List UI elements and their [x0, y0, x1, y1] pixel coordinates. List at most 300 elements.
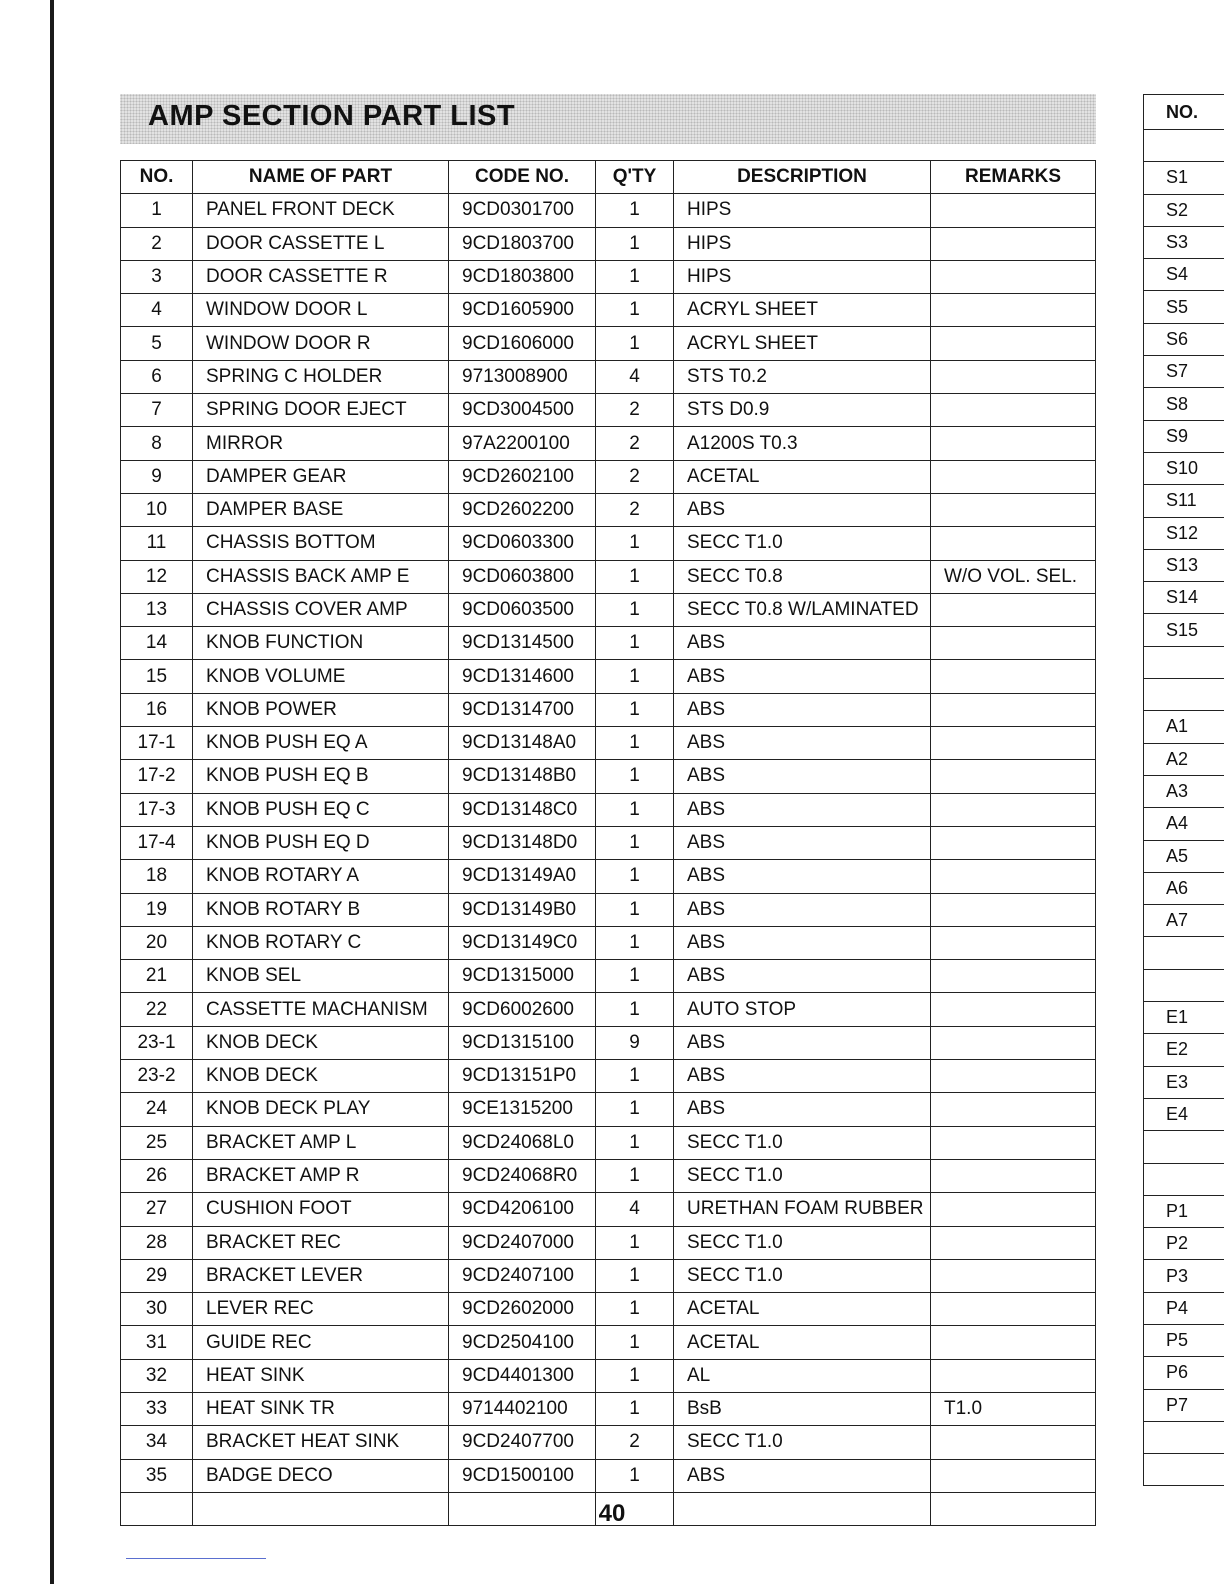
side-table-row [1144, 840, 1224, 872]
column-header-code: CODE NO. [449, 161, 596, 194]
cell-code: 9CD2407700 [449, 1426, 596, 1459]
cell-description: ABS [674, 627, 931, 660]
parts-table [120, 160, 1096, 1526]
side-table-row [1144, 356, 1224, 388]
cell-code: 9CD13151P0 [449, 1060, 596, 1093]
cell-qty: 1 [596, 1392, 674, 1425]
side-table-row [1144, 1260, 1224, 1292]
cell-remarks [931, 527, 1096, 560]
cell-name: CASSETTE MACHANISM [193, 993, 449, 1026]
side-table-row [1144, 549, 1224, 581]
cell-remarks [931, 294, 1096, 327]
cell-description: STS D0.9 [674, 394, 931, 427]
cell-description: HIPS [674, 227, 931, 260]
cell-no: 35 [121, 1459, 193, 1492]
cell-remarks [931, 360, 1096, 393]
cell-qty: 1 [596, 1326, 674, 1359]
column-header-qty: Q'TY [596, 161, 674, 194]
cell-code: 9CD3004500 [449, 394, 596, 427]
cell-remarks [931, 1026, 1096, 1059]
side-table-row [1144, 485, 1224, 517]
side-cell-no: P7 [1144, 1389, 1224, 1421]
parts-table-body [121, 194, 1096, 1526]
cell-name: BRACKET HEAT SINK [193, 1426, 449, 1459]
page-binding-line [50, 0, 54, 1584]
cell-name: KNOB VOLUME [193, 660, 449, 693]
table-row [121, 1060, 1096, 1093]
table-row [121, 826, 1096, 859]
side-cell-no: P5 [1144, 1324, 1224, 1356]
side-cell-no: A1 [1144, 711, 1224, 743]
cell-code: 9CD2602200 [449, 493, 596, 526]
cell-code: 9CE1315200 [449, 1093, 596, 1126]
page-title: AMP SECTION PART LIST [148, 100, 516, 132]
cell-description: ABS [674, 1093, 931, 1126]
side-cell-no: A4 [1144, 808, 1224, 840]
adjacent-page-table-fragment [1143, 94, 1224, 1486]
cell-qty: 1 [596, 1359, 674, 1392]
side-table-row [1144, 872, 1224, 904]
cell-name: KNOB PUSH EQ A [193, 727, 449, 760]
side-table-header-row [1144, 95, 1224, 130]
cell-name: DAMPER GEAR [193, 460, 449, 493]
cell-code: 9CD1803700 [449, 227, 596, 260]
cell-name: BRACKET LEVER [193, 1259, 449, 1292]
side-cell-no [1144, 937, 1224, 969]
side-cell-no: S2 [1144, 194, 1224, 226]
cell-remarks [931, 1259, 1096, 1292]
cell-qty: 1 [596, 260, 674, 293]
cell-remarks [931, 793, 1096, 826]
cell-remarks [931, 1193, 1096, 1226]
cell-code: 9CD1315000 [449, 960, 596, 993]
side-cell-no: A7 [1144, 905, 1224, 937]
cell-no: 10 [121, 493, 193, 526]
table-row [121, 1226, 1096, 1259]
cell-description: STS T0.2 [674, 360, 931, 393]
side-cell-no: S1 [1144, 162, 1224, 194]
cell-name: LEVER REC [193, 1293, 449, 1326]
side-cell-no: S13 [1144, 549, 1224, 581]
cell-name: SPRING C HOLDER [193, 360, 449, 393]
cell-description: SECC T1.0 [674, 1226, 931, 1259]
side-table-row [1144, 775, 1224, 807]
table-row [121, 560, 1096, 593]
cell-no: 1 [121, 194, 193, 227]
cell-remarks [931, 760, 1096, 793]
cell-qty: 9 [596, 1026, 674, 1059]
cell-name: BRACKET AMP R [193, 1159, 449, 1192]
cell-remarks [931, 1326, 1096, 1359]
cell-remarks: T1.0 [931, 1392, 1096, 1425]
cell-name: KNOB ROTARY A [193, 860, 449, 893]
cell-remarks [931, 327, 1096, 360]
cell-qty: 1 [596, 1459, 674, 1492]
side-cell-no: E3 [1144, 1066, 1224, 1098]
side-table-row [1144, 808, 1224, 840]
cell-remarks [931, 693, 1096, 726]
cell-code: 9CD4401300 [449, 1359, 596, 1392]
cell-no: 5 [121, 327, 193, 360]
side-table-row [1144, 1228, 1224, 1260]
cell-description: ABS [674, 793, 931, 826]
side-cell-no: S9 [1144, 420, 1224, 452]
cell-description: SECC T0.8 W/LAMINATED [674, 593, 931, 626]
cell-code: 9CD2602100 [449, 460, 596, 493]
cell-name: SPRING DOOR EJECT [193, 394, 449, 427]
cell-name: KNOB FUNCTION [193, 627, 449, 660]
cell-no: 23-2 [121, 1060, 193, 1093]
side-cell-no: S6 [1144, 323, 1224, 355]
cell-code: 9CD24068L0 [449, 1126, 596, 1159]
cell-name: BRACKET REC [193, 1226, 449, 1259]
cell-remarks [931, 1060, 1096, 1093]
cell-code: 9CD1605900 [449, 294, 596, 327]
cell-description: A1200S T0.3 [674, 427, 931, 460]
table-row [121, 460, 1096, 493]
cell-description: ABS [674, 493, 931, 526]
cell-name: WINDOW DOOR R [193, 327, 449, 360]
side-cell-no [1144, 1454, 1224, 1486]
cell-name: CUSHION FOOT [193, 1193, 449, 1226]
side-table-row [1144, 679, 1224, 711]
cell-no: 11 [121, 527, 193, 560]
side-table-row [1144, 582, 1224, 614]
cell-qty: 1 [596, 227, 674, 260]
cell-code: 9CD1314600 [449, 660, 596, 693]
cell-code: 9CD0603800 [449, 560, 596, 593]
cell-description: ACETAL [674, 460, 931, 493]
cell-no: 15 [121, 660, 193, 693]
cell-no: 17-2 [121, 760, 193, 793]
cell-code: 9CD1315100 [449, 1026, 596, 1059]
cell-description: ABS [674, 693, 931, 726]
side-cell-no: A3 [1144, 775, 1224, 807]
side-cell-no [1144, 1163, 1224, 1195]
cell-no: 32 [121, 1359, 193, 1392]
table-row [121, 294, 1096, 327]
cell-no: 26 [121, 1159, 193, 1192]
side-cell-no [1144, 969, 1224, 1001]
cell-description: ACRYL SHEET [674, 327, 931, 360]
cell-code: 9CD13149C0 [449, 926, 596, 959]
side-cell-no: S11 [1144, 485, 1224, 517]
cell-name: KNOB PUSH EQ B [193, 760, 449, 793]
cell-remarks: W/O VOL. SEL. [931, 560, 1096, 593]
side-cell-no [1144, 1131, 1224, 1163]
side-cell-no: P6 [1144, 1357, 1224, 1389]
side-table-row [1144, 743, 1224, 775]
side-cell-no [1144, 1421, 1224, 1453]
side-table-row [1144, 194, 1224, 226]
cell-code: 9CD1606000 [449, 327, 596, 360]
cell-no: 17-4 [121, 826, 193, 859]
side-table-row [1144, 937, 1224, 969]
table-row [121, 1193, 1096, 1226]
cell-no: 9 [121, 460, 193, 493]
cell-remarks [931, 460, 1096, 493]
cell-name: KNOB DECK [193, 1060, 449, 1093]
cell-qty: 1 [596, 294, 674, 327]
table-row [121, 660, 1096, 693]
table-row [121, 893, 1096, 926]
cell-name: WINDOW DOOR L [193, 294, 449, 327]
cell-no: 3 [121, 260, 193, 293]
cell-name: KNOB ROTARY C [193, 926, 449, 959]
side-table-row [1144, 323, 1224, 355]
cell-name: KNOB POWER [193, 693, 449, 726]
cell-description: SECC T0.8 [674, 560, 931, 593]
cell-code: 9CD4206100 [449, 1193, 596, 1226]
side-cell-no [1144, 646, 1224, 678]
cell-no: 19 [121, 893, 193, 926]
table-row [121, 1426, 1096, 1459]
table-row [121, 194, 1096, 227]
cell-description: HIPS [674, 194, 931, 227]
cell-qty: 1 [596, 1159, 674, 1192]
cell-qty: 1 [596, 593, 674, 626]
cell-qty: 1 [596, 194, 674, 227]
cell-remarks [931, 227, 1096, 260]
cell-qty: 4 [596, 1193, 674, 1226]
table-row [121, 1093, 1096, 1126]
cell-remarks [931, 1459, 1096, 1492]
page-number: 40 [598, 1500, 626, 1527]
cell-name: DOOR CASSETTE R [193, 260, 449, 293]
side-cell-no: P3 [1144, 1260, 1224, 1292]
cell-code: 9CD2602000 [449, 1293, 596, 1326]
cell-remarks [931, 1159, 1096, 1192]
cell-remarks [931, 960, 1096, 993]
cell-description: ABS [674, 1026, 931, 1059]
table-row [121, 493, 1096, 526]
cell-remarks [931, 593, 1096, 626]
cell-qty: 1 [596, 1293, 674, 1326]
cell-no: 12 [121, 560, 193, 593]
table-row [121, 993, 1096, 1026]
table-row [121, 627, 1096, 660]
cell-no: 7 [121, 394, 193, 427]
column-header-description: DESCRIPTION [674, 161, 931, 194]
table-row [121, 427, 1096, 460]
cell-qty: 1 [596, 727, 674, 760]
cell-name: BADGE DECO [193, 1459, 449, 1492]
cell-remarks [931, 660, 1096, 693]
cell-qty: 1 [596, 826, 674, 859]
side-table-row [1144, 1454, 1224, 1486]
cell-remarks [931, 1426, 1096, 1459]
cell-description: SECC T1.0 [674, 1159, 931, 1192]
cell-remarks [931, 194, 1096, 227]
cell-name: KNOB SEL [193, 960, 449, 993]
cell-no: 16 [121, 693, 193, 726]
cell-name: DOOR CASSETTE L [193, 227, 449, 260]
cell-no: 27 [121, 1193, 193, 1226]
table-row [121, 260, 1096, 293]
cell-description: ABS [674, 1459, 931, 1492]
side-table-body [1144, 130, 1224, 1486]
section-title-band [120, 94, 1096, 144]
side-table-row [1144, 1421, 1224, 1453]
cell-remarks [931, 1226, 1096, 1259]
column-header-name: NAME OF PART [193, 161, 449, 194]
cell-remarks [931, 627, 1096, 660]
side-table-row [1144, 388, 1224, 420]
cell-code: 9CD13148D0 [449, 826, 596, 859]
cell-no: 30 [121, 1293, 193, 1326]
cell-name: KNOB DECK PLAY [193, 1093, 449, 1126]
side-table-row [1144, 162, 1224, 194]
cell-code: 9CD0603500 [449, 593, 596, 626]
cell-no: 34 [121, 1426, 193, 1459]
cell-description: HIPS [674, 260, 931, 293]
cell-remarks [931, 1359, 1096, 1392]
cell-qty: 1 [596, 693, 674, 726]
cell-description: ACRYL SHEET [674, 294, 931, 327]
cell-name: DAMPER BASE [193, 493, 449, 526]
cell-no: 14 [121, 627, 193, 660]
cell-description: ABS [674, 727, 931, 760]
cell-no: 28 [121, 1226, 193, 1259]
side-cell-no: P1 [1144, 1195, 1224, 1227]
side-table-row [1144, 969, 1224, 1001]
cell-code: 9CD2407100 [449, 1259, 596, 1292]
table-row [121, 727, 1096, 760]
side-table-row [1144, 420, 1224, 452]
side-cell-no: S8 [1144, 388, 1224, 420]
table-row [121, 394, 1096, 427]
side-cell-no: E1 [1144, 1002, 1224, 1034]
side-cell-no: P4 [1144, 1292, 1224, 1324]
side-table-row [1144, 1357, 1224, 1389]
side-cell-no: E2 [1144, 1034, 1224, 1066]
side-table-row [1144, 1163, 1224, 1195]
side-table-row [1144, 1292, 1224, 1324]
cell-qty: 2 [596, 460, 674, 493]
cell-qty: 1 [596, 1226, 674, 1259]
cell-no: 33 [121, 1392, 193, 1425]
cell-description: BsB [674, 1392, 931, 1425]
cell-code: 9CD2407000 [449, 1226, 596, 1259]
side-cell-no: S3 [1144, 226, 1224, 258]
cell-qty: 1 [596, 893, 674, 926]
cell-remarks [931, 394, 1096, 427]
cell-description: ABS [674, 760, 931, 793]
cell-no: 20 [121, 926, 193, 959]
cell-no: 24 [121, 1093, 193, 1126]
cell-code: 9CD1803800 [449, 260, 596, 293]
cell-description: SECC T1.0 [674, 527, 931, 560]
side-table-row [1144, 646, 1224, 678]
cell-code: 97A2200100 [449, 427, 596, 460]
table-row [121, 793, 1096, 826]
cell-name: BRACKET AMP L [193, 1126, 449, 1159]
cell-description: SECC T1.0 [674, 1259, 931, 1292]
cell-qty: 1 [596, 327, 674, 360]
cell-description: SECC T1.0 [674, 1126, 931, 1159]
table-row [121, 1359, 1096, 1392]
side-cell-no: S14 [1144, 582, 1224, 614]
cell-qty: 1 [596, 660, 674, 693]
table-row [121, 926, 1096, 959]
table-row [121, 593, 1096, 626]
cell-no: 25 [121, 1126, 193, 1159]
cell-description: ACETAL [674, 1293, 931, 1326]
cell-name: GUIDE REC [193, 1326, 449, 1359]
cell-no: 21 [121, 960, 193, 993]
side-table-row [1144, 1066, 1224, 1098]
cell-qty: 2 [596, 493, 674, 526]
cell-qty: 1 [596, 793, 674, 826]
cell-remarks [931, 860, 1096, 893]
side-cell-no [1144, 130, 1224, 162]
cell-remarks [931, 893, 1096, 926]
side-table-row [1144, 614, 1224, 646]
cell-qty: 2 [596, 394, 674, 427]
cell-qty: 1 [596, 527, 674, 560]
cell-code: 9CD24068R0 [449, 1159, 596, 1192]
table-row [121, 760, 1096, 793]
cell-name: PANEL FRONT DECK [193, 194, 449, 227]
side-table-row [1144, 130, 1224, 162]
table-row [121, 1159, 1096, 1192]
cell-name: CHASSIS COVER AMP [193, 593, 449, 626]
cell-code: 9CD13148A0 [449, 727, 596, 760]
cell-remarks [931, 1293, 1096, 1326]
cell-remarks [931, 993, 1096, 1026]
column-header-remarks: REMARKS [931, 161, 1096, 194]
side-cell-no: A2 [1144, 743, 1224, 775]
side-cell-no: P2 [1144, 1228, 1224, 1260]
cell-remarks [931, 260, 1096, 293]
table-row [121, 960, 1096, 993]
cell-description: ABS [674, 860, 931, 893]
cell-remarks [931, 1126, 1096, 1159]
cell-code: 9CD0301700 [449, 194, 596, 227]
cell-no: 4 [121, 294, 193, 327]
cell-qty: 2 [596, 427, 674, 460]
side-cell-no [1144, 679, 1224, 711]
side-table-row [1144, 1195, 1224, 1227]
table-row [121, 860, 1096, 893]
side-table-row [1144, 1389, 1224, 1421]
cell-code: 9714402100 [449, 1392, 596, 1425]
cell-qty: 1 [596, 560, 674, 593]
cell-qty: 4 [596, 360, 674, 393]
side-table-row [1144, 291, 1224, 323]
cell-code: 9CD1314700 [449, 693, 596, 726]
cell-qty: 1 [596, 860, 674, 893]
cell-remarks [931, 1093, 1096, 1126]
side-table-row [1144, 711, 1224, 743]
cell-description: ABS [674, 660, 931, 693]
cell-no: 23-1 [121, 1026, 193, 1059]
cell-qty: 1 [596, 1259, 674, 1292]
table-row [121, 1259, 1096, 1292]
side-table-row [1144, 226, 1224, 258]
side-cell-no: S15 [1144, 614, 1224, 646]
side-cell-no: S4 [1144, 259, 1224, 291]
cell-code: 9CD1314500 [449, 627, 596, 660]
cell-code: 9CD0603300 [449, 527, 596, 560]
cell-description: SECC T1.0 [674, 1426, 931, 1459]
cell-name: CHASSIS BACK AMP E [193, 560, 449, 593]
table-row [121, 1293, 1096, 1326]
cell-description: ABS [674, 893, 931, 926]
cell-code: 9CD13148B0 [449, 760, 596, 793]
table-row [121, 1326, 1096, 1359]
side-cell-no: S10 [1144, 452, 1224, 484]
